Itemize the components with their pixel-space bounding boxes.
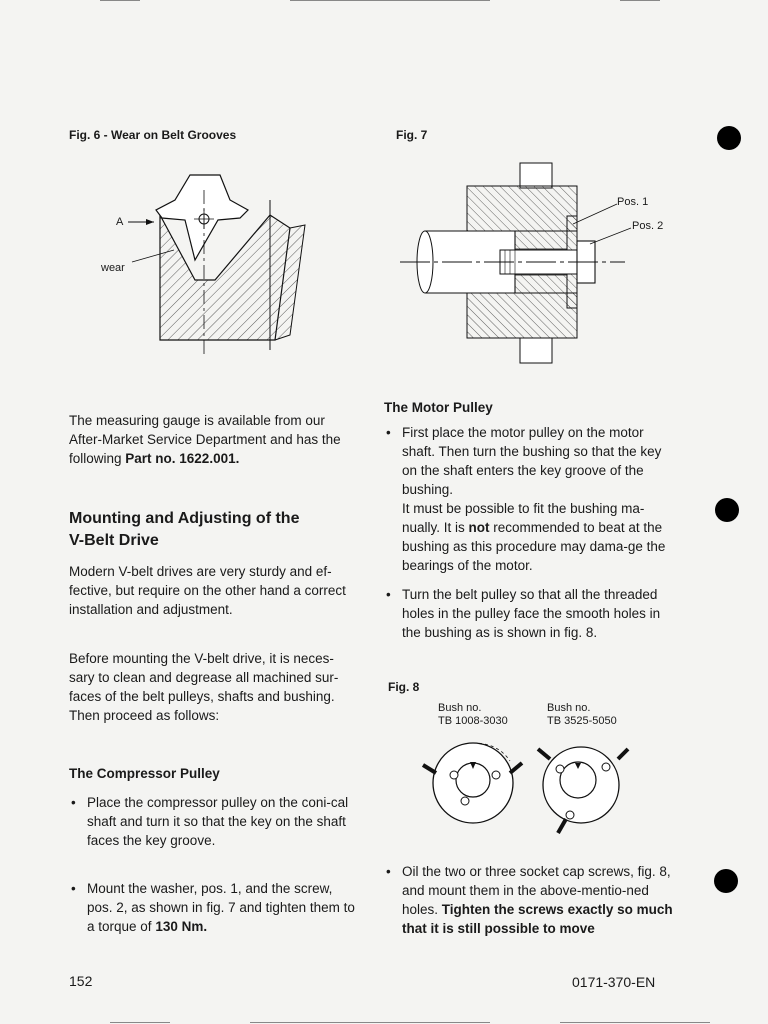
intro-paragraph: Modern V-belt drives are very sturdy and ef-fective, but require on the other hand a correct installation and adjustment. <box>69 564 346 617</box>
motor-step-2-text: Turn the belt pulley so that all the threaded holes in the pulley face the smooth holes in the bushing as is shown in fig. 8. <box>402 587 661 640</box>
punch-hole-middle <box>715 498 739 522</box>
top-edge-line <box>100 0 140 1</box>
bottom-edge-line <box>560 1022 710 1023</box>
section-heading-line1: Mounting and Adjusting of the <box>69 510 300 527</box>
fig7-pulley-section-diagram <box>395 158 655 368</box>
bush1-line2: TB 1008-3030 <box>438 715 508 727</box>
fig6-label-a: A <box>116 216 124 228</box>
bush2-drawing <box>538 747 628 833</box>
motor-step-1-note: It must be possible to fit the bushing ma-nually. It is not recommended to beat at the bushing as this procedure may dama-ge the bearings of the motor. <box>402 501 666 573</box>
section-heading-line2: V-Belt Drive <box>69 532 159 549</box>
gauge-text: The measuring gauge is available from our After-Market Service Department and has the following <box>69 413 341 466</box>
fig7-label-pos2: Pos. 2 <box>632 220 664 232</box>
top-edge-line <box>290 0 490 1</box>
bottom-edge-line <box>110 1022 170 1023</box>
motor-step-3-text: Oil the two or three socket cap screws, fig. 8, and mount them in the above-mentio-ned holes. <box>402 864 671 917</box>
motor-steps-list <box>384 423 674 575</box>
document-code: 0171-370-EN <box>572 974 656 990</box>
gauge-paragraph <box>69 411 359 468</box>
fig7-label-pos1: Pos. 1 <box>617 196 649 208</box>
motor-steps-list-2 <box>384 585 674 642</box>
fig7-caption: Fig. 7 <box>396 128 428 142</box>
motor-step-1 <box>384 423 674 575</box>
fig6-label-wear: wear <box>101 262 125 274</box>
bush1-drawing <box>423 743 522 823</box>
compressor-step-1 <box>69 793 359 850</box>
fig6-caption: Fig. 6 - Wear on Belt Grooves <box>69 128 237 142</box>
gauge-part-number: Part no. 1622.001. <box>125 451 240 466</box>
motor-pulley-heading: The Motor Pulley <box>384 400 493 415</box>
compressor-step-2-text: Mount the washer, pos. 1, and the screw, pos. 2, as shown in fig. 7 and tighten them to a torque of <box>87 881 355 934</box>
compressor-step-2 <box>69 879 359 936</box>
fig8-bush2-label <box>547 702 617 728</box>
torque-value: 130 Nm. <box>155 919 208 934</box>
motor-step-3-bold: Tighten the screws exactly so much that it is still possible to move <box>402 902 673 936</box>
compressor-pulley-heading: The Compressor Pulley <box>69 766 220 781</box>
fig8-bush1-label <box>438 702 508 728</box>
compressor-steps-list-2 <box>69 879 359 936</box>
motor-step-3 <box>384 862 674 938</box>
fig8-bushing-diagrams <box>418 735 643 840</box>
bottom-edge-line <box>250 1022 490 1023</box>
section-heading <box>69 508 369 552</box>
compressor-step-1-text: Place the compressor pulley on the coni-cal shaft and turn it so that the key on the shaft faces the key groove. <box>87 795 349 848</box>
top-edge-line <box>620 0 660 1</box>
fig6-belt-groove-diagram <box>90 160 320 360</box>
fig8-caption: Fig. 8 <box>388 680 420 694</box>
motor-step-1-text: • First place the motor pulley on the motor shaft. Then turn the bushing so that the key on the shaft enters the key groove of the bushing. <box>402 425 662 497</box>
motor-step-2 <box>384 585 674 642</box>
bush1-line1: Bush no. <box>438 702 482 714</box>
bush2-line2: TB 3525-5050 <box>547 715 617 727</box>
bush2-line1: Bush no. <box>547 702 591 714</box>
motor-steps-list-3 <box>384 862 674 938</box>
compressor-steps-list <box>69 793 359 850</box>
page-number: 152 <box>69 973 93 989</box>
before-mounting-paragraph: Before mounting the V-belt drive, it is neces-sary to clean and degrease all machined sur-faces of the belt pulleys, shafts and bushing. Then proceed as follows: <box>69 651 339 723</box>
punch-hole-bottom <box>714 869 738 893</box>
punch-hole-top <box>717 126 741 150</box>
